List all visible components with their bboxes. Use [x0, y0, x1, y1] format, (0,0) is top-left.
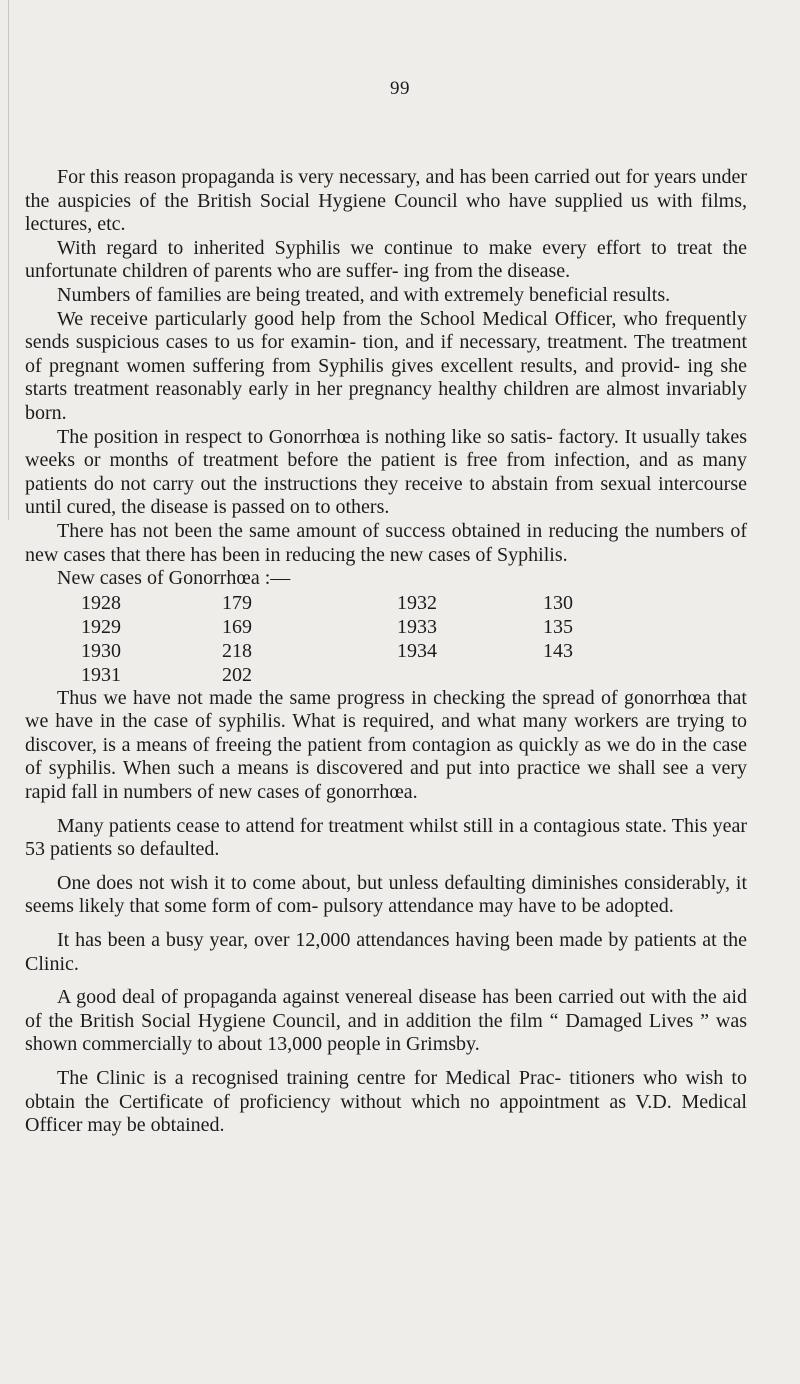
paragraph-training-centre: The Clinic is a recognised training centre for Medical Prac- titioners who wish to obtain the Certificate of proficiency without which no appointment as V.D. Medical Officer may be obtained.	[25, 1067, 747, 1137]
paragraph-propaganda: For this reason propaganda is very necessary, and has been carried out for years under the auspicies of the British Social Hygiene Council who have supplied us with films, lectures, etc.	[25, 166, 747, 236]
table-cases: 143	[543, 639, 573, 662]
page-number: 99	[390, 78, 410, 99]
paragraph-success: There has not been the same amount of success obtained in reducing the numbers of new cases that there has been in reducing the new cases of Syphilis.	[25, 519, 747, 566]
table-cases: 169	[222, 615, 252, 638]
table-cases: 202	[222, 663, 252, 686]
table-cases: 130	[543, 591, 573, 614]
table-cases: 135	[543, 615, 573, 638]
table-year: 1933	[397, 615, 437, 638]
paragraph-film: A good deal of propaganda against venereal disease has been carried out with the aid of the British Social Hygiene Council, and in addition the film “ Damaged Lives ” was shown commercially to about 13,000 people in Grimsby.	[25, 986, 747, 1056]
body-text	[25, 166, 747, 1138]
paragraph-defaulted: Many patients cease to attend for treatment whilst still in a contagious state. This year 53 patients so defaulted.	[25, 814, 747, 861]
table-year: 1931	[81, 663, 121, 686]
paragraph-busy-year: It has been a busy year, over 12,000 attendances having been made by patients at the Clinic.	[25, 929, 747, 975]
gonorrhoea-cases-table	[25, 591, 747, 687]
table-year: 1928	[81, 591, 121, 614]
table-year: 1934	[397, 639, 437, 662]
table-year: 1930	[81, 639, 121, 662]
table-year: 1929	[81, 615, 121, 638]
table-year: 1932	[397, 591, 437, 614]
table-intro: New cases of Gonorrhœa :—	[57, 567, 291, 590]
paragraph-compulsory: One does not wish it to come about, but unless defaulting diminishes considerably, it seems likely that some form of com- pulsory attendance may have to be adopted.	[25, 871, 747, 918]
paragraph-school-medical-officer: We receive particularly good help from the School Medical Officer, who frequently sends suspicious cases to us for examin- tion, and if necessary, treatment. The treatment of pregnant women suffering from Syphilis gives excellent results, and provid- ing she starts treatment reasonably early in her pregnancy healthy children are almost invariably born.	[25, 307, 747, 424]
paragraph-gonorrhoea-position: The position in respect to Gonorrhœa is nothing like so satis- factory. It usually takes weeks or months of treatment before the patient is free from infection, and as many patients do not carry out the instructions they receive to abstain from sexual intercourse until cured, the disease is passed on to others.	[25, 425, 747, 519]
table-cases: 179	[222, 591, 252, 614]
paragraph-progress: Thus we have not made the same progress in checking the spread of gonorrhœa that we have in the case of syphilis. What is required, and what many workers are trying to discover, is a means of freeing the patient from contagion as quickly as we do in the case of syphilis. When such a means is discovered and put into practice we shall see a very rapid fall in numbers of new cases of gonorrhœa.	[25, 686, 747, 804]
table-cases: 218	[222, 639, 252, 662]
paragraph-inherited-syphilis: With regard to inherited Syphilis we continue to make every effort to treat the unfortunate children of parents who are suffer- ing from the disease.	[25, 236, 747, 283]
paragraph-families: Numbers of families are being treated, and with extremely beneficial results.	[57, 283, 671, 306]
